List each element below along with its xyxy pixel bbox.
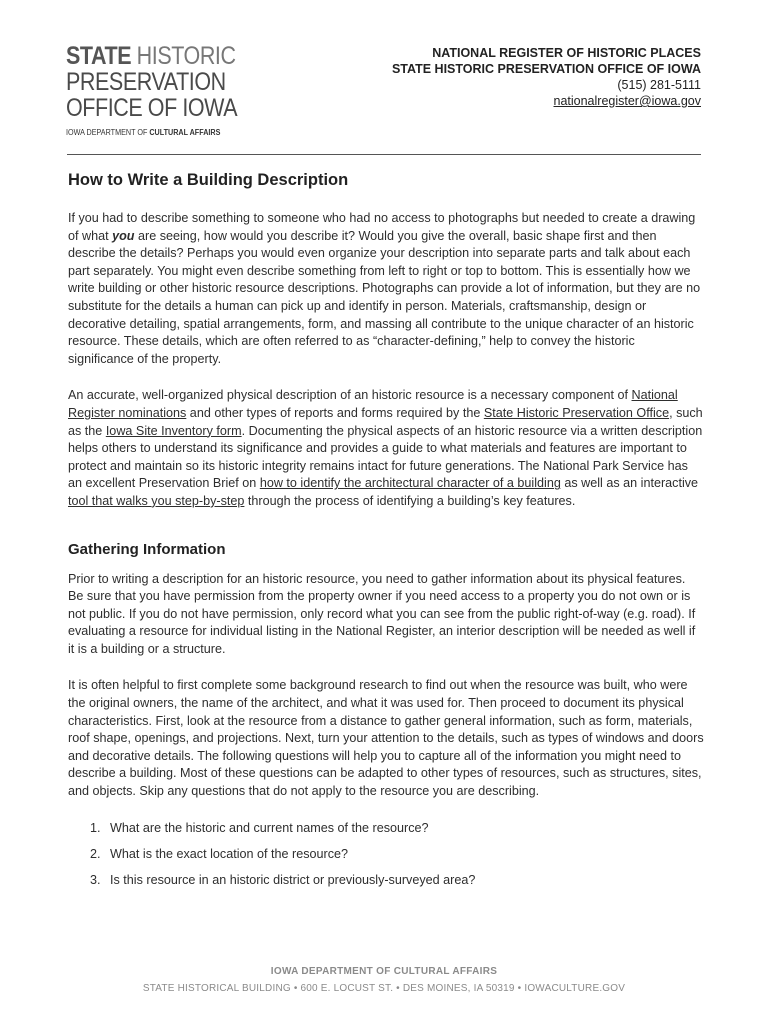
document-body (68, 171, 704, 898)
page-title: How to Write a Building Description (68, 171, 349, 189)
contact-phone: (515) 281-5111 (617, 78, 701, 92)
logo-subtitle: IOWA DEPARTMENT OF CULTURAL AFFAIRS (66, 128, 221, 137)
agency-logo (66, 44, 236, 137)
preservation-brief-link[interactable]: how to identify the architectural character of a building (259, 476, 561, 491)
list-item: 3. Is this resource in an historic district or previously-surveyed area? (90, 872, 476, 887)
contact-block (392, 45, 701, 109)
footer-address: STATE HISTORICAL BUILDING • 600 E. LOCUST ST. • DES MOINES, IA 50319 • IOWACULTURE.GOV (142, 983, 626, 994)
description-paragraph: An accurate, well-organized physical description of an historic resource is a necessary component of National Register nominations and other types of reports and forms required by the State Historic Preservation Office, such as the Iowa Site Inventory form. Documenting the physical aspects of an historic resource via a written description helps others to understand its significance and provides a guide to what materials and features are important to protect and maintain so its historic integrity remains intact for future generations. The National Park Service has an excellent Preservation Brief on how to identify the architectural character of a building as well as an interactive tool that walks you step-by-step through the process of identifying a building’s key features. (68, 388, 703, 508)
section-heading-gathering: Gathering Information (68, 540, 226, 558)
gathering-paragraph: Prior to writing a description for an historic resource, you need to gather information about its physical features. Be sure that you have permission from the property owner if you need access to a property you do not own or is not public. If you do not have permission, only record what you can see from the public right-of-way (e.g. road). If evaluating a resource for individual listing in the National Register, an interior description will be needed as well if it is a building or a structure. (68, 571, 696, 656)
header-divider (67, 154, 701, 155)
national-register-link[interactable]: National Register nominations (68, 388, 678, 420)
site-inventory-link[interactable]: Iowa Site Inventory form (105, 423, 242, 438)
contact-office: STATE HISTORIC PRESERVATION OFFICE OF IOWA (391, 62, 701, 76)
list-item: 1. What are the historic and current names of the resource? (90, 820, 429, 835)
contact-email-link[interactable]: nationalregister@iowa.gov (553, 94, 701, 108)
list-item: 2. What is the exact location of the resource? (90, 846, 349, 861)
step-by-step-tool-link[interactable]: tool that walks you step-by-step (68, 493, 245, 508)
contact-program: NATIONAL REGISTER OF HISTORIC PLACES (432, 46, 701, 60)
intro-paragraph: If you had to describe something to someone who had no access to photographs but needed to create a drawing of what you are seeing, how would you describe it? Would you give the overall, basic shape first and then describe the details? Perhaps you would even organize your description into separate parts and talk about each part separately. You might even describe something from left to right or top to bottom. This is essentially how we write building or other historic resource descriptions. Photographs can provide a lot of information, but they are no substitute for the details a human can pick up and identify in person. Materials, craftsmanship, design or decorative detailing, spatial arrangements, form, and massing all contribute to the unique character of an historic resource. These details, which are often referred to as “character-defining,” help to convey the historic significance of the property. (68, 211, 701, 366)
page-footer (0, 966, 768, 994)
research-paragraph: It is often helpful to first complete some background research to find out when the resource was built, who were the original owners, the name of the architect, and what it was used for. Then proceed to document its physical characteristics. First, look at the resource from a distance to gather general information, such as form, materials, roof shape, openings, and projections. Next, turn your attention to the details, such as types of windows and doors and decorative details. The following questions will help you to capture all of the information you might need to describe a building. Most of these questions can be adapted to other types of resources, such as structures, sites, and objects. Skip any questions that do not apply to the resource you are describing. (68, 678, 704, 799)
logo-line-3: OFFICE OF IOWA (66, 94, 238, 122)
shpo-link[interactable]: State Historic Preservation Office (483, 405, 670, 420)
footer-department: IOWA DEPARTMENT OF CULTURAL AFFAIRS (270, 966, 498, 977)
questions-list (68, 820, 704, 890)
logo-line-1: STATE HISTORIC (66, 42, 236, 70)
logo-line-2: PRESERVATION (66, 68, 226, 96)
